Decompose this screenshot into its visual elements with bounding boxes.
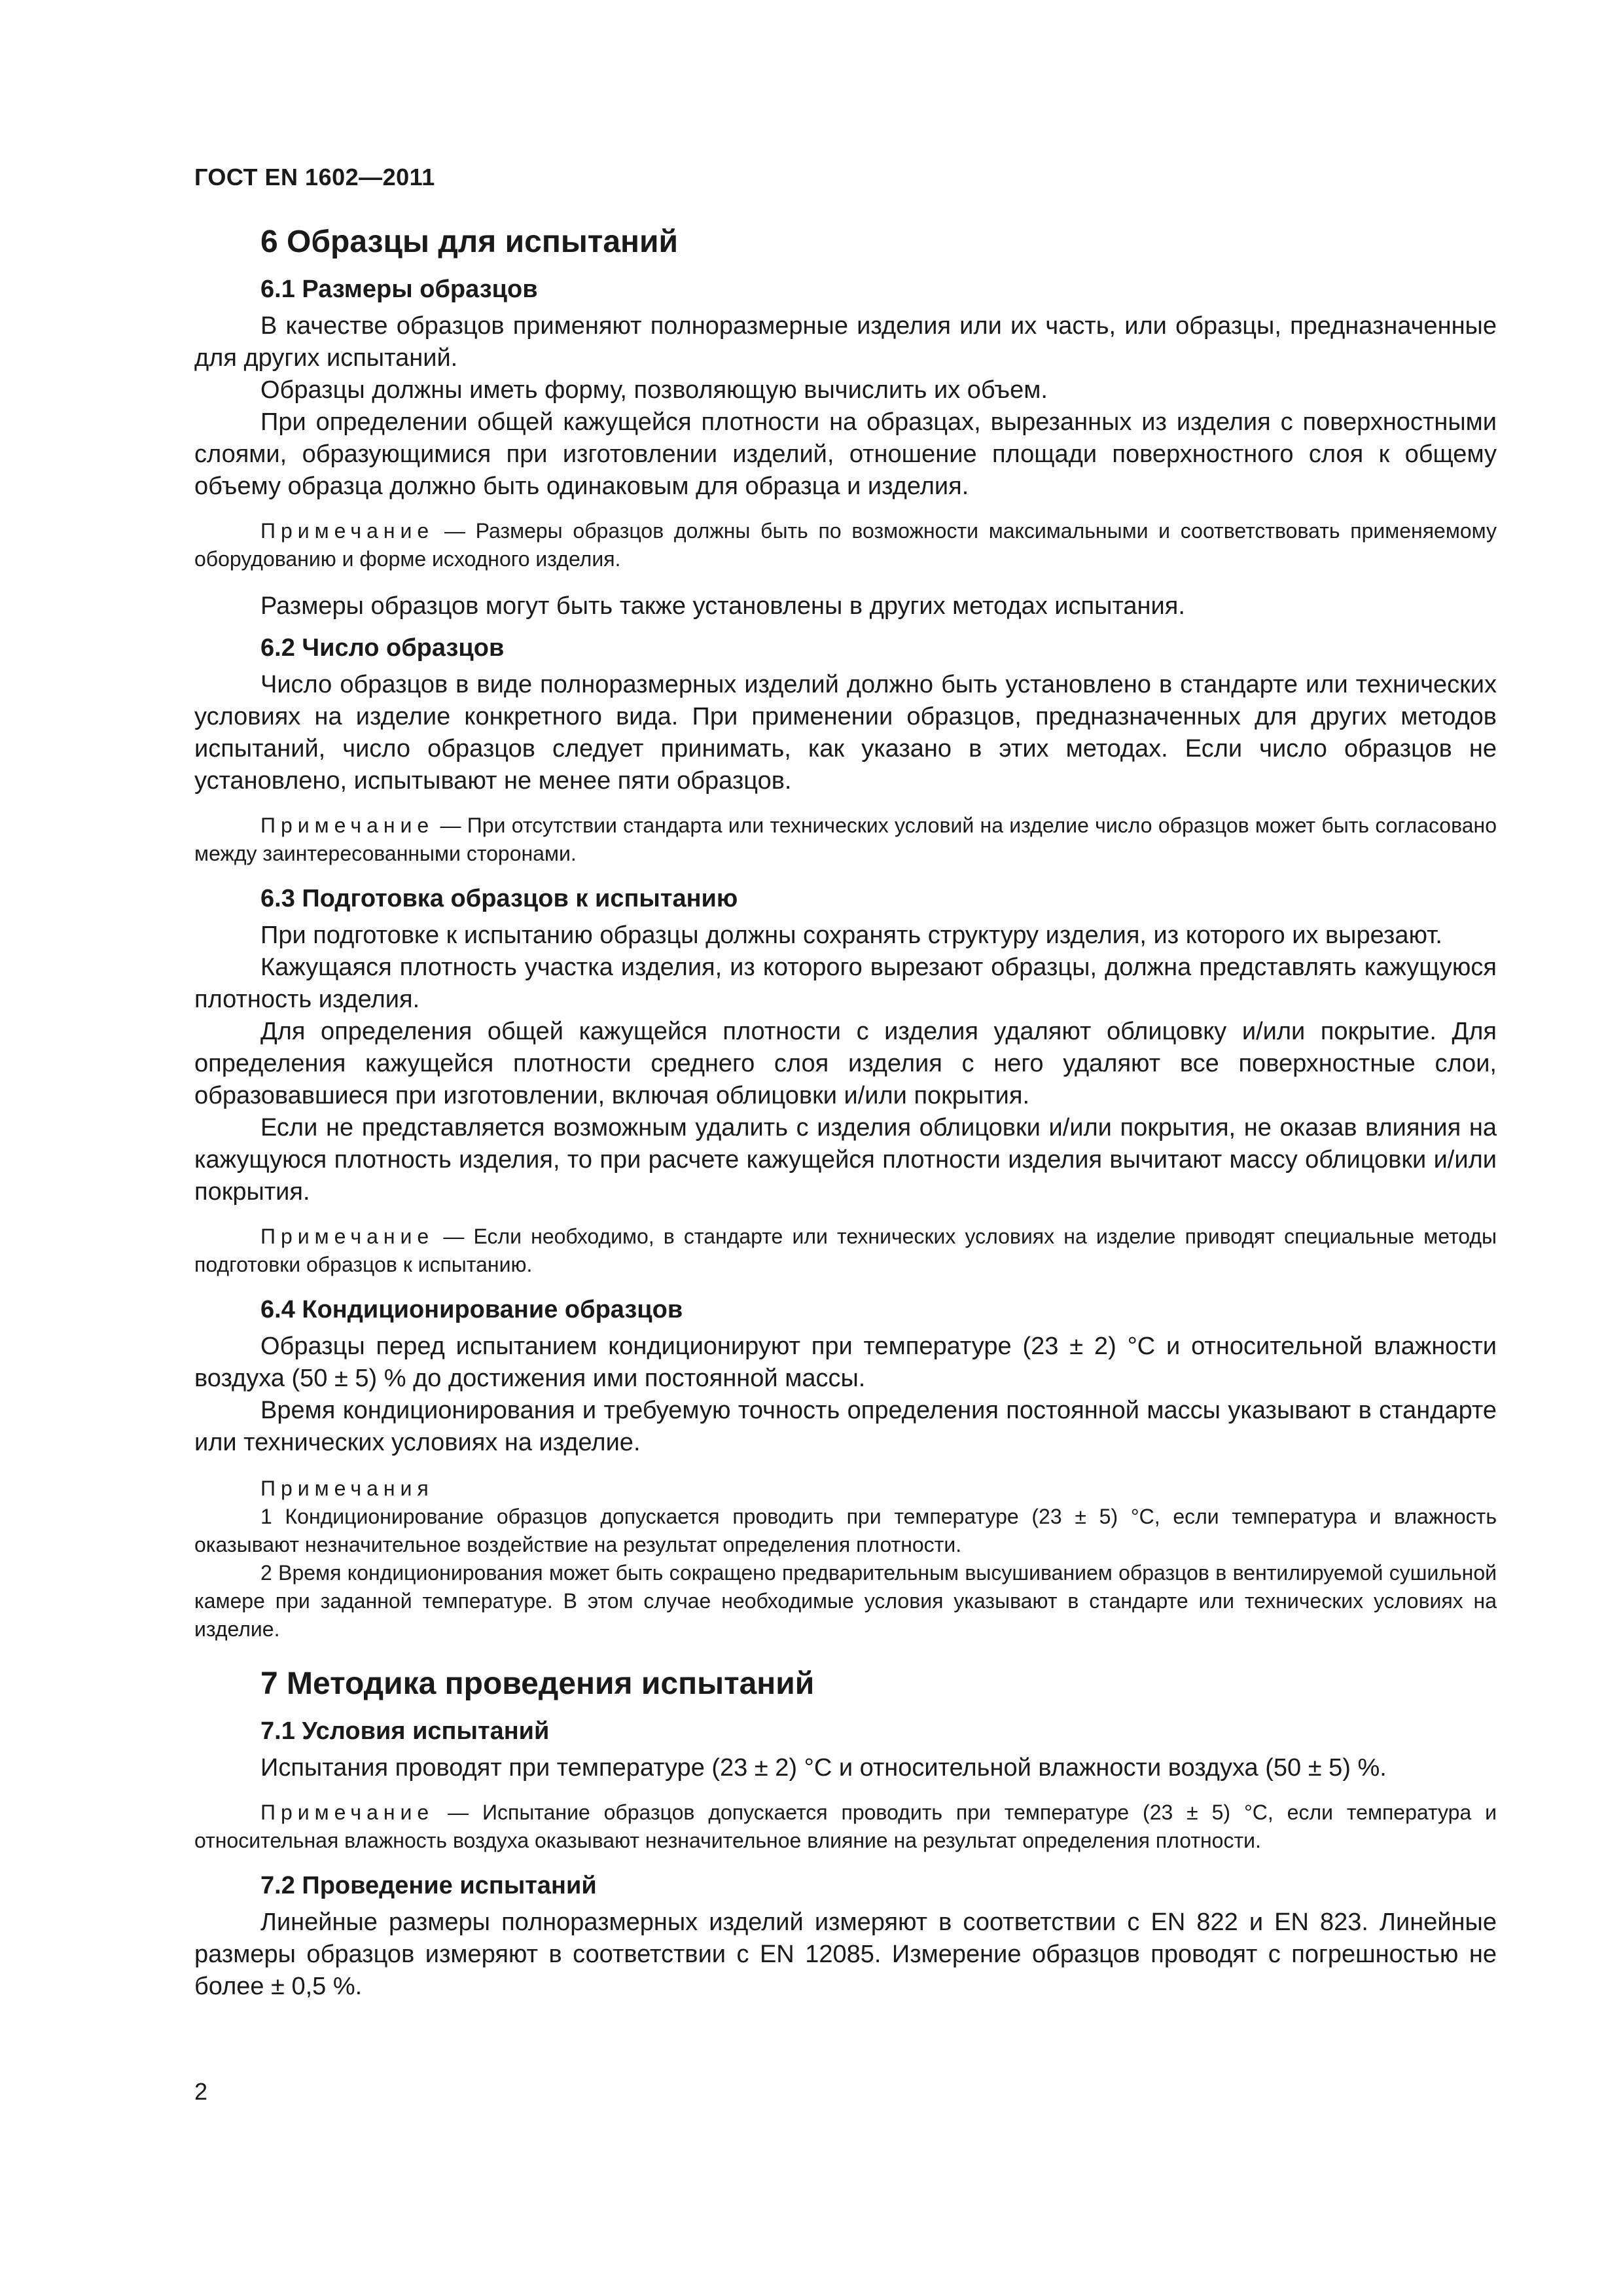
note-text: — При отсутствии стандарта или технических условий на изделие число образцов может быть согласовано между заинтересованными сторонами. [194, 814, 1497, 865]
note-text: — Испытание образцов допускается проводить при температуре (23 ± 5) °С, если температура и относительная влажность воздуха оказывают незначительное влияние на результат определения плотности. [194, 1801, 1497, 1852]
note [194, 1223, 1497, 1279]
document-page [194, 164, 1497, 2003]
note-item: 1 Кондиционирование образцов допускается проводить при температуре (23 ± 5) °С, если температура и влажность оказывают незначительное воздействие на результат определения плотности. [194, 1505, 1497, 1556]
note-label: Примечание [260, 814, 435, 837]
paragraph: Линейные размеры полноразмерных изделий измеряют в соответствии с EN 822 и EN 823. Линейные размеры образцов измеряют в соответствии с EN 12085. Измерение образцов проводят с погрешностью не более ± 0,5 %. [194, 1909, 1497, 2000]
note [194, 517, 1497, 573]
paragraph: Если не представляется возможным удалить с изделия облицовки и/или покрытия, не оказав влияния на кажущуюся плотность изделия, то при расчете кажущейся плотности изделия вычитают массу облицовки и/или покрытия. [194, 1114, 1497, 1206]
subsection-6-3-title: 6.3 Подготовка образцов к испытанию [260, 885, 738, 912]
paragraph: В качестве образцов применяют полноразмерные изделия или их часть, или образцы, предназначенные для других испытаний. [194, 312, 1497, 372]
paragraph: Число образцов в виде полноразмерных изделий должно быть установлено в стандарте или технических условиях на изделие конкретного вида. При применении образцов, предназначенных для других методов испытаний, число образцов следует принимать, как указано в этих методах. Если число образцов не установлено, испытывают не менее пяти образцов. [194, 671, 1497, 795]
paragraph: При подготовке к испытанию образцы должны сохранять структуру изделия, из которого их вырезают. [260, 922, 1442, 949]
note-label: Примечание [260, 519, 435, 543]
paragraph: Испытания проводят при температуре (23 ± 2) °С и относительной влажности воздуха (50 ± 5) %. [260, 1754, 1387, 1782]
paragraph: Образцы должны иметь форму, позволяющую вычислить их объем. [260, 376, 1048, 404]
page-number: 2 [194, 2078, 208, 2105]
paragraph: Время кондиционирования и требуемую точность определения постоянной массы указывают в стандарте или технических условиях на изделие. [194, 1397, 1497, 1456]
document-header: ГОСТ EN 1602—2011 [194, 164, 435, 190]
section-6-title: 6 Образцы для испытаний [260, 224, 679, 259]
note-label: Примечание [260, 1225, 435, 1248]
note [194, 812, 1497, 868]
paragraph: Кажущаяся плотность участка изделия, из которого вырезают образцы, должна представлять кажущуюся плотность изделия. [194, 954, 1497, 1013]
paragraph: Образцы перед испытанием кондиционируют при температуре (23 ± 2) °С и относительной влажности воздуха (50 ± 5) % до достижения ими постоянной массы. [194, 1333, 1497, 1392]
subsection-7-1-title: 7.1 Условия испытаний [260, 1717, 550, 1745]
subsection-6-1-title: 6.1 Размеры образцов [260, 276, 538, 303]
paragraph: Размеры образцов могут быть также установлены в других методах испытания. [260, 592, 1185, 620]
note-text: — Если необходимо, в стандарте или технических условиях на изделие приводят специальные методы подготовки образцов к испытанию. [194, 1225, 1497, 1276]
notes-label: Примечания [260, 1477, 434, 1500]
paragraph: Для определения общей кажущейся плотности с изделия удаляют облицовку и/или покрытие. Для определения кажущейся плотности среднего слоя изделия с него удаляют все поверхностные слои, образовавшиеся при изготовлении, включая облицовки и/или покрытия. [194, 1018, 1497, 1109]
section-7-title: 7 Методика проведения испытаний [260, 1666, 815, 1701]
note [194, 1799, 1497, 1855]
note-text: — Размеры образцов должны быть по возможности максимальными и соответствовать применяемому оборудованию и форме исходного изделия. [194, 519, 1497, 571]
note-label: Примечание [260, 1801, 435, 1824]
subsection-7-2-title: 7.2 Проведение испытаний [260, 1872, 597, 1899]
paragraph: При определении общей кажущейся плотности на образцах, вырезанных из изделия с поверхностными слоями, образующимися при изготовлении изделий, отношение площади поверхностного слоя к общему объему образца должно быть одинаковым для образца и изделия. [194, 408, 1497, 500]
subsection-6-2-title: 6.2 Число образцов [260, 634, 505, 662]
note-item: 2 Время кондиционирования может быть сокращено предварительным высушиванием образцов в вентилируемой сушильной камере при заданной температуре. В этом случае необходимые условия указывают в стандарте или технических условиях на изделие. [194, 1561, 1497, 1641]
subsection-6-4-title: 6.4 Кондиционирование образцов [260, 1296, 683, 1323]
